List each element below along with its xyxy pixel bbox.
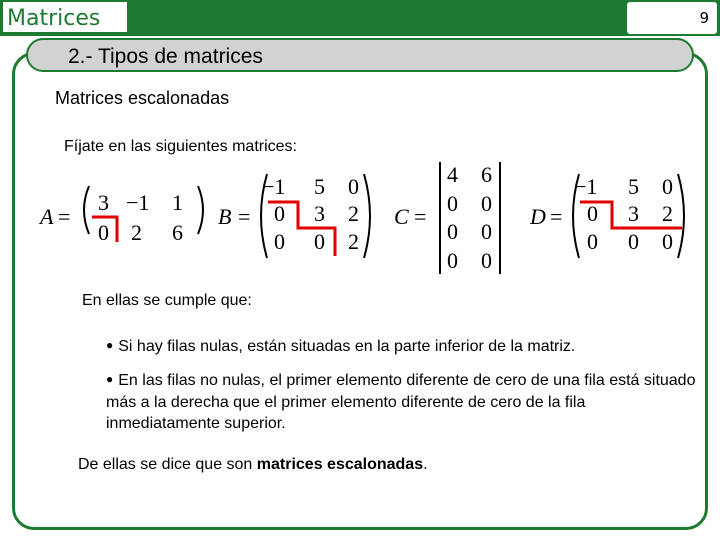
matrix-b-cell: 2 [348,229,359,254]
matrix-d-cell: 0 [662,229,673,254]
matrix-b-cell: 0 [274,229,285,254]
matrix-d-cell: 0 [587,201,598,226]
matrix-c-cell: 4 [447,162,458,187]
conclusion-suffix: . [423,456,428,473]
matrix-d-name: D [530,204,546,229]
matrix-a [38,186,203,245]
condition-text: Si hay filas nulas, están situadas en la parte inferior de la matriz. [118,338,576,355]
matrix-c-cell: 0 [447,191,458,216]
matrix-a-equals: = [58,204,71,229]
matrix-a-right-paren [198,186,203,234]
matrix-d-right-paren [678,174,684,258]
matrix-a-cell: 0 [98,220,109,245]
page-number: 9 [699,9,709,27]
matrix-b-right-paren [364,174,370,258]
matrix-c-cell: 0 [481,219,492,244]
matrix-a-name: A [40,204,54,229]
section-title: 2.- Tipos de matrices [68,45,263,68]
matrix-a-cell: 1 [172,190,183,215]
matrix-c-cell: 6 [481,162,492,187]
conclusion-prefix: De ellas se dice que son [78,456,257,473]
bullet-icon: ● [106,338,114,352]
matrix-a-cell: 2 [131,220,142,245]
condition-item [106,336,696,358]
subtitle: Matrices escalonadas [55,88,230,108]
matrix-c-equals: = [414,204,427,229]
matrix-c [394,162,500,274]
matrix-d-equals: = [550,204,563,229]
matrix-b-cell: 0 [314,229,325,254]
app-title: Matrices [7,6,101,31]
matrix-d-cell: 0 [628,229,639,254]
matrix-a-cell: 6 [172,220,183,245]
matrix-b-name: B [218,204,232,229]
matrix-c-name: C [394,204,409,229]
matrix-d-cell: −1 [574,174,598,199]
conclusion-term: matrices escalonadas [256,456,424,473]
matrix-b-cell: 5 [314,174,325,199]
matrices-figure [30,158,700,282]
intro-text: Fíjate en las siguientes matrices: [64,138,297,155]
matrix-d-cell: 5 [628,174,639,199]
matrix-a-left-paren [84,186,89,234]
matrix-c-cell: 0 [481,191,492,216]
page-number-box [626,1,718,35]
matrix-c-cell: 0 [481,248,492,273]
matrix-d-cell: 3 [628,201,639,226]
matrix-b-cell: 0 [348,174,359,199]
matrix-b-cell: 3 [314,201,325,226]
bullet-icon: ● [106,372,114,386]
matrix-c-cell: 0 [447,248,458,273]
matrix-d-cell: 2 [662,201,673,226]
matrix-b-cell: 2 [348,201,359,226]
matrix-d [529,174,684,258]
matrix-d-cell: 0 [662,174,673,199]
matrix-b-cell: 0 [274,201,285,226]
matrix-a-cell: 3 [98,190,109,215]
matrix-a-cell: −1 [126,190,150,215]
condition-text: En las filas no nulas, el primer elemento diferente de cero de una fila está situado más a la derecha que el primer elemento diferente de cero de la fila inmediatamente superior. [106,372,696,432]
matrix-b-equals: = [238,204,251,229]
conditions-intro: En ellas se cumple que: [82,292,252,309]
matrix-c-cell: 0 [447,219,458,244]
title-tab [2,1,128,33]
matrix-b-cell: −1 [262,174,286,199]
matrix-d-cell: 0 [587,229,598,254]
condition-item [106,370,696,434]
section-header [26,38,694,72]
conclusion [78,456,428,474]
matrix-b [218,174,370,258]
